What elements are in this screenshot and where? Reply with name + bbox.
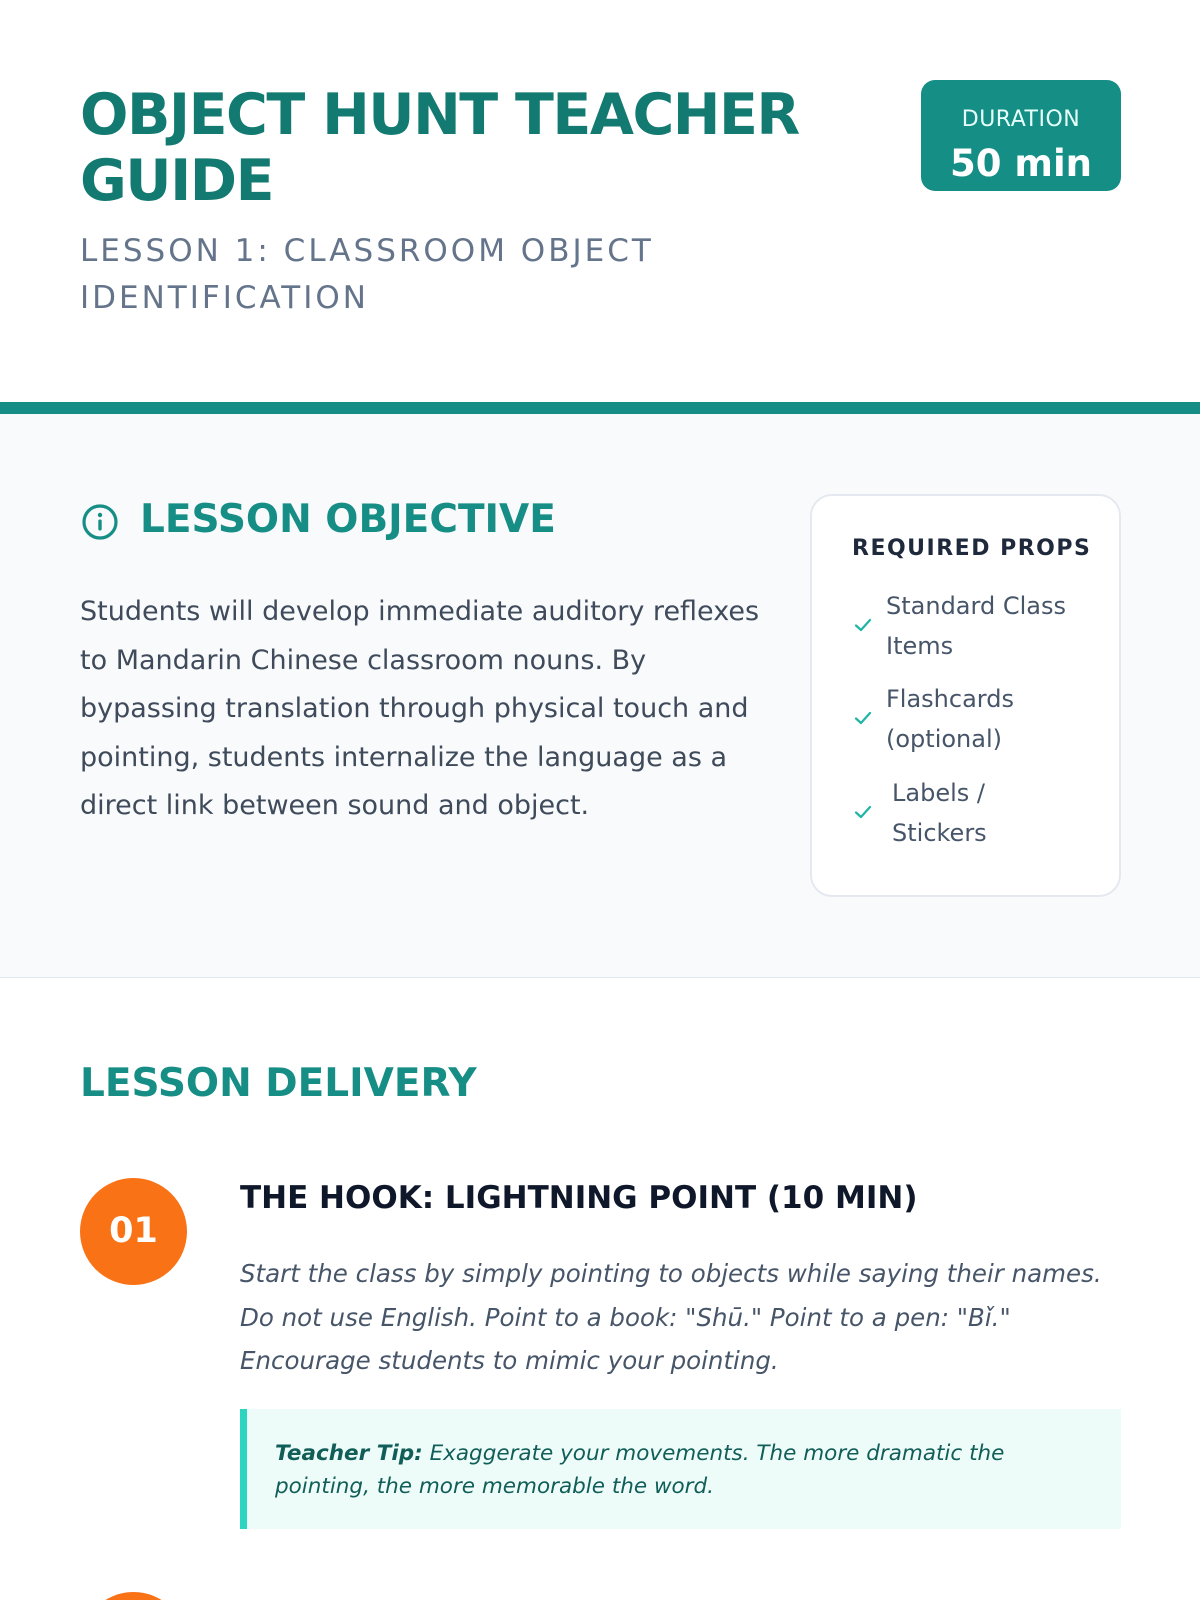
- step-description: Start the class by simply pointing to objects while saying their names. Do not use English. Point to a book: "Shū." Point to a pen: "Bǐ." Encourage students to mimic your pointing.: [240, 1259, 1102, 1375]
- objective-heading: LESSON OBJECTIVE: [140, 497, 556, 542]
- tip-body: Exaggerate your movements. The more dramatic the pointing, the more memorable the word.: [275, 1441, 1005, 1499]
- check-icon: [852, 801, 874, 823]
- prop-label: Labels / Stickers: [892, 779, 987, 847]
- duration-value: 50 min: [950, 142, 1092, 185]
- page-title: OBJECT HUNT TEACHER GUIDE: [80, 82, 799, 214]
- step-title: THE HOOK: LIGHTNING POINT (10 MIN): [240, 1180, 918, 1216]
- check-icon: [852, 707, 874, 729]
- duration-badge: [921, 80, 1121, 191]
- delivery-heading: LESSON DELIVERY: [80, 1061, 477, 1106]
- check-icon: [852, 614, 874, 636]
- tip-label: Teacher Tip:: [275, 1441, 423, 1466]
- prop-label: Flashcards (optional): [886, 685, 1014, 753]
- required-props-card: [810, 494, 1121, 897]
- header-divider: [0, 402, 1200, 414]
- info-icon: [80, 502, 120, 542]
- lesson-subtitle: LESSON 1: CLASSROOM OBJECT IDENTIFICATION: [80, 233, 654, 316]
- props-title: REQUIRED PROPS: [852, 536, 1092, 561]
- next-step-badge: [80, 1592, 187, 1600]
- objective-text: Students will develop immediate auditory reflexes to Mandarin Chinese classroom nouns. By bypassing translation through physical touch and pointing, students internalize the language as a direct link between sound and object.: [80, 596, 760, 821]
- guide-header: [0, 0, 1200, 402]
- duration-label: DURATION: [961, 107, 1081, 132]
- teacher-tip: [240, 1409, 1121, 1529]
- tip-text: [275, 1437, 1095, 1503]
- prop-label: Standard Class Items: [886, 592, 1066, 660]
- step-number-badge: 01: [80, 1178, 187, 1285]
